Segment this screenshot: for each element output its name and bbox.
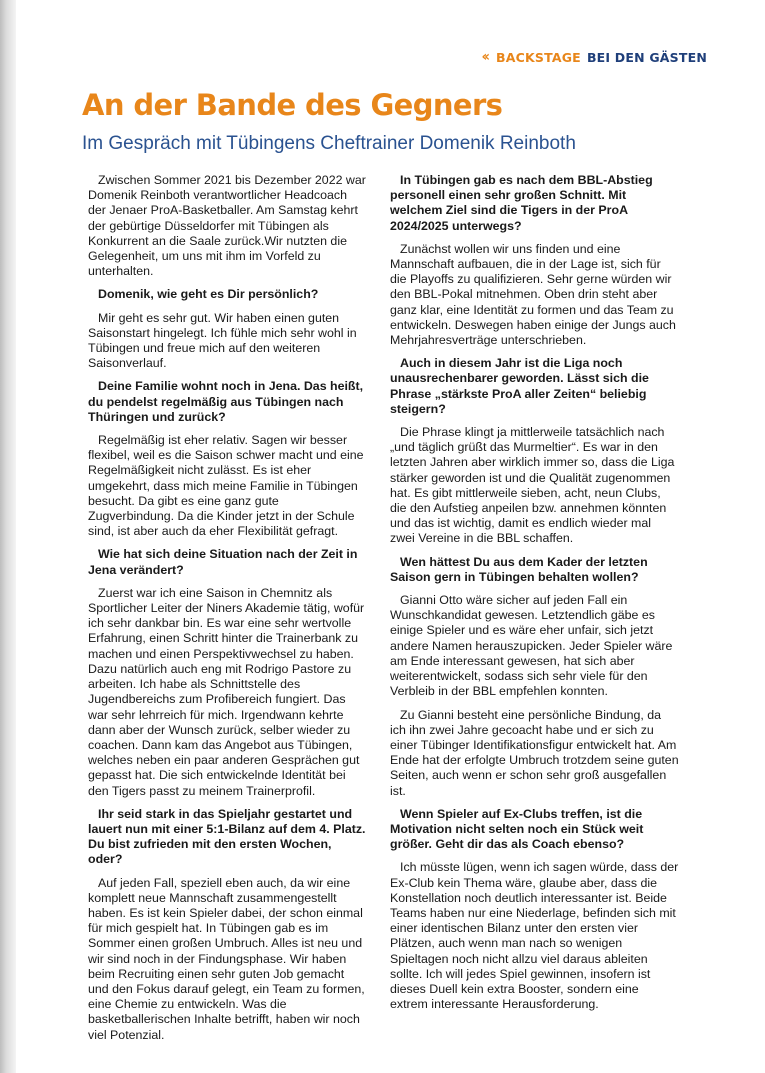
interview-question: Auch in diesem Jahr ist die Liga noch unausrechenbarer geworden. Lässt sich die Phrase „stärkste ProA aller Zeiten“ beliebig steigern? bbox=[390, 356, 649, 416]
article-title: An der Bande des Gegners bbox=[82, 88, 503, 122]
interview-question: Wenn Spieler auf Ex-Clubs treffen, ist die Motivation nicht selten noch ein Stück weit größer. Geht dir das als Coach ebenso? bbox=[390, 806, 644, 852]
interview-answer: Zwischen Sommer 2021 bis Dezember 2022 war Domenik Reinboth verantwortlicher Headcoach der Jenaer ProA-Basketballer. Am Samstag kehrt der gebürtige Düsseldorfer mit Tübingen als Konkurrent an die Saale zurück.Wir nutzten die Gelegenheit, um uns mit ihm im Vorfeld zu unterhalten. bbox=[88, 173, 366, 279]
interview-answer: Mir geht es sehr gut. Wir haben einen guten Saisonstart hingelegt. Ich fühle mich sehr wohl in Tübingen und freue mich auf den weiteren Saisonverlauf. bbox=[88, 310, 357, 371]
article-column-right bbox=[390, 173, 679, 1020]
interview-question: Wie hat sich deine Situation nach der Zeit in Jena verändert? bbox=[88, 547, 358, 577]
interview-answer: Die Phrase klingt ja mittlerweile tatsächlich nach „und täglich grüßt das Murmeltier“. Es war in den letzten Jahren aber wirklich immer so, dass die Liga stärker geworden ist und die Qualität zugenommen hat. Es gibt mittlerweile sieben, acht, neun Clubs, die den Aufstieg anpeilen bzw. annehmen könnten und das ist wichtig, damit es endlich wieder mal zwei Vereine in die BBL schaffen. bbox=[390, 425, 675, 546]
page-spine-shadow bbox=[0, 0, 16, 1073]
section-header bbox=[481, 49, 707, 65]
interview-answer: Zu Gianni besteht eine persönliche Bindung, da ich ihn zwei Jahre gecoacht habe und er sich zu einer Tübinger Identifikationsfigur entwickelt hat. Am Ende hat der erfolgte Umbruch trotzdem seine guten Seiten, auch wenn er schon sehr groß ausgefallen ist. bbox=[390, 707, 679, 798]
article-column-left bbox=[88, 173, 367, 1051]
interview-answer: Auf jeden Fall, speziell eben auch, da wir eine komplett neue Mannschaft zusammengestellt haben. Es ist kein Spieler dabei, der schon einmal für mich gespielt hat. In Tübingen gab es im Sommer einen großen Umbruch. Alles ist neu und wir sind noch in der Findungsphase. Wir haben beim Recruiting einen sehr guten Job gemacht und den Fokus darauf gelegt, ein Team zu formen, eine Chemie zu entwickeln. Was die basketballerischen Inhalte betrifft, haben wir noch viel Potenzial. bbox=[88, 875, 365, 1042]
section-label-guests: BEI DEN GÄSTEN bbox=[586, 49, 707, 65]
interview-question: Wen hättest Du aus dem Kader der letzten Saison gern in Tübingen behalten wollen? bbox=[390, 554, 648, 584]
interview-question: Deine Familie wohnt noch in Jena. Das heißt, du pendelst regelmäßig aus Tübingen nach Thüringen und zurück? bbox=[88, 379, 364, 424]
interview-question: Domenik, wie geht es Dir persönlich? bbox=[98, 287, 319, 302]
article-subtitle: Im Gespräch mit Tübingens Cheftrainer Domenik Reinboth bbox=[82, 133, 576, 154]
interview-answer: Zuerst war ich eine Saison in Chemnitz als Sportlicher Leiter der Niners Akademie tätig, wofür ich sehr dankbar bin. Es war eine sehr wertvolle Erfahrung, einen Schritt hinter die Trainerbank zu machen und einen Perspektivwechsel zu haben. Dazu natürlich auch eng mit Rodrigo Pastore zu arbeiten. Ich habe als Schnittstelle des Jugendbereichs zum Profibereich fungiert. Das war sehr lehrreich für mich. Irgendwann kehrte dann aber der Wunsch zurück, selber wieder zu coachen. Dann kam das Angebot aus Tübingen, welches neben ein paar anderen Gesprächen gut gepasst hat. Die sich entwickelnde Identität bei den Tigers passt zu meinem Trainerprofil. bbox=[88, 585, 365, 798]
section-label-backstage: BACKSTAGE bbox=[496, 49, 581, 65]
interview-answer: Gianni Otto wäre sicher auf jeden Fall ein Wunschkandidat gewesen. Letztendlich gäbe es einige Spieler und es wäre eher unfair, sich jetzt andere Namen herauszupicken. Jeder Spieler wäre am Ende interessant gewesen, hat sich aber weiterentwickelt, sodass sich sehr viele für den Verbleib in der BBL empfehlen konnten. bbox=[390, 593, 673, 699]
double-chevron-left-icon: ‹‹ bbox=[481, 49, 488, 65]
interview-question: In Tübingen gab es nach dem BBL-Abstieg personell einen sehr großen Schnitt. Mit welchem Ziel sind die Tigers in der ProA 2024/2025 unterwegs? bbox=[390, 173, 653, 233]
interview-answer: Zunächst wollen wir uns finden und eine Mannschaft aufbauen, die in der Lage ist, sich für die Playoffs zu qualifizieren. Sehr gerne würden wir den BBL-Pokal mitnehmen. Oben drin steht aber ganz klar, eine Identität zu formen und das Team zu entwickeln. Deswegen haben einige der Jungs auch Mehrjahresverträge unterschrieben. bbox=[390, 241, 676, 348]
interview-answer: Regelmäßig ist eher relativ. Sagen wir besser flexibel, weil es die Saison schwer macht und eine Regelmäßigkeit nicht zulässt. Es ist eher umgekehrt, dass mich meine Familie in Tübingen besucht. Da gibt es eine ganz gute Zugverbindung. Da die Kinder jetzt in der Schule sind, ist aber auch da eher Flexibilität gefragt. bbox=[88, 433, 364, 539]
interview-question: Ihr seid stark in das Spieljahr gestartet und lauert nun mit einer 5:1-Bilanz auf dem 4. Platz. Du bist zufrieden mit den ersten Wochen, oder? bbox=[88, 806, 366, 867]
interview-answer: Ich müsste lügen, wenn ich sagen würde, dass der Ex-Club kein Thema wäre, glaube aber, dass die Konstellation noch deutlich interessanter ist. Beide Teams haben nur eine Niederlage, befinden sich mit einer identischen Bilanz unter den ersten vier Plätzen, auch wenn man nach so wenigen Spieltagen noch nicht allzu viel daraus ableiten sollte. Ich will jedes Spiel gewinnen, insofern ist dieses Duell kein extra Booster, sondern eine extrem interessante Herausforderung. bbox=[390, 860, 679, 1012]
